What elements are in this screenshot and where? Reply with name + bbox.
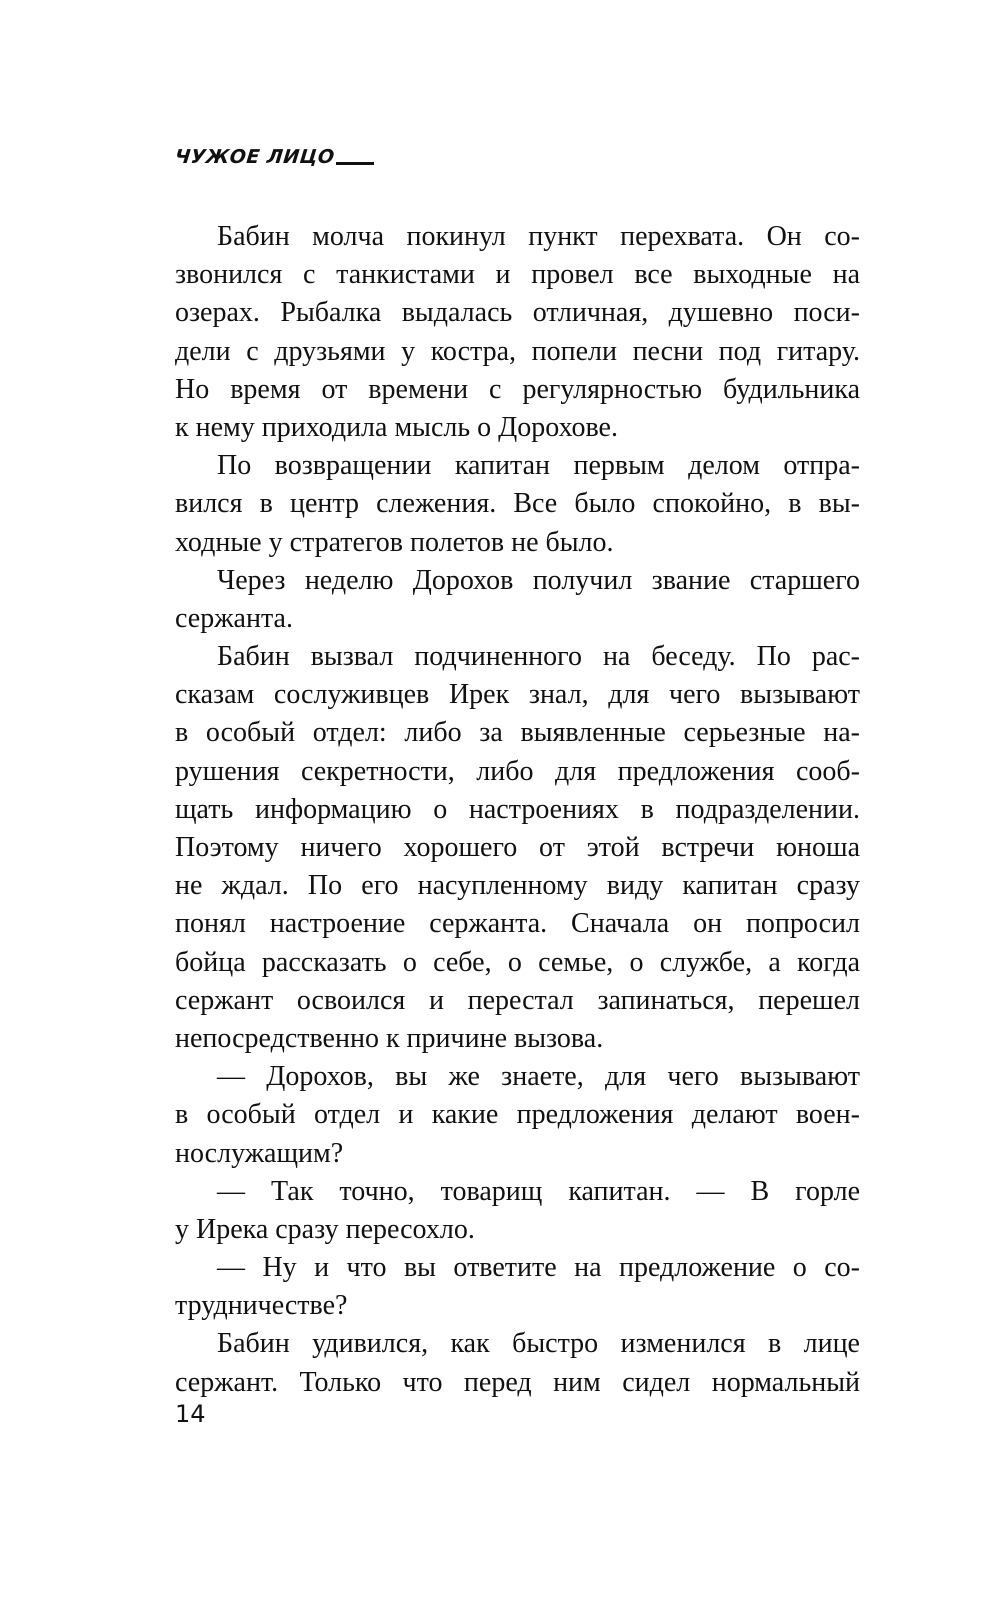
text-line: бойца рассказать о себе, о семье, о службе, а когда (175, 946, 860, 978)
text-line: Поэтому ничего хорошего от этой встречи юноша (175, 832, 860, 863)
text-line: в особый отдел: либо за выявленные серьезные на- (175, 717, 860, 749)
text-line: в особый отдел и какие предложения делают воен- (175, 1099, 860, 1131)
running-head-rule (336, 162, 374, 165)
text-line: Но время от времени с регулярностью будильника (175, 373, 860, 405)
text-line: у Ирека сразу пересохло. (175, 1213, 475, 1245)
text-line: По возвращении капитан первым делом отпра- (217, 450, 860, 482)
text-line: Через неделю Дорохов получил звание старшего (217, 564, 860, 596)
text-line: непосредственно к причине вызова. (175, 1022, 604, 1054)
text-line: трудничестве? (175, 1290, 348, 1322)
page-number: 14 (175, 1400, 206, 1428)
text-line: нослужащим? (175, 1137, 344, 1169)
text-line: — Так точно, товарищ капитан. — В горле (217, 1175, 860, 1207)
running-head-title: ЧУЖОЕ ЛИЦО (173, 146, 336, 168)
text-line: понял настроение сержанта. Сначала он попросил (175, 908, 860, 940)
text-line: Бабин удивился, как быстро изменился в лице (217, 1328, 860, 1360)
text-line: сержанта. (175, 602, 293, 634)
text-line: рушения секретности, либо для предложения сооб- (175, 755, 860, 787)
text-line: вился в центр слежения. Все было спокойно, в вы- (175, 488, 860, 520)
text-line: Бабин молча покинул пункт перехвата. Он со- (217, 221, 860, 252)
text-line: Бабин вызвал подчиненного на беседу. По рас- (217, 641, 860, 673)
text-line: дели с друзьями у костра, попели песни под гитару. (175, 335, 860, 367)
text-line: звонился с танкистами и провел все выходные на (175, 259, 860, 291)
text-line: — Ну и что вы ответите на предложение о со- (217, 1252, 860, 1284)
text-line: сержант. Только что перед ним сидел нормальный (175, 1366, 860, 1398)
text-line: озерах. Рыбалка выдалась отличная, душевно поси- (175, 297, 860, 329)
text-line: — Дорохов, вы же знаете, для чего вызывают (217, 1061, 860, 1093)
text-line: не ждал. По его насупленному виду капитан сразу (175, 870, 860, 902)
body-text (175, 218, 860, 1402)
running-head (175, 148, 374, 167)
text-line: ходные у стратегов полетов не было. (175, 526, 614, 558)
text-line: щать информацию о настроениях в подразделении. (175, 793, 860, 825)
text-line: сержант освоился и перестал запинаться, перешел (175, 984, 860, 1016)
text-line: к нему приходила мысль о Дорохове. (175, 411, 618, 443)
text-line: сказам сослуживцев Ирек знал, для чего вызывают (175, 679, 860, 711)
